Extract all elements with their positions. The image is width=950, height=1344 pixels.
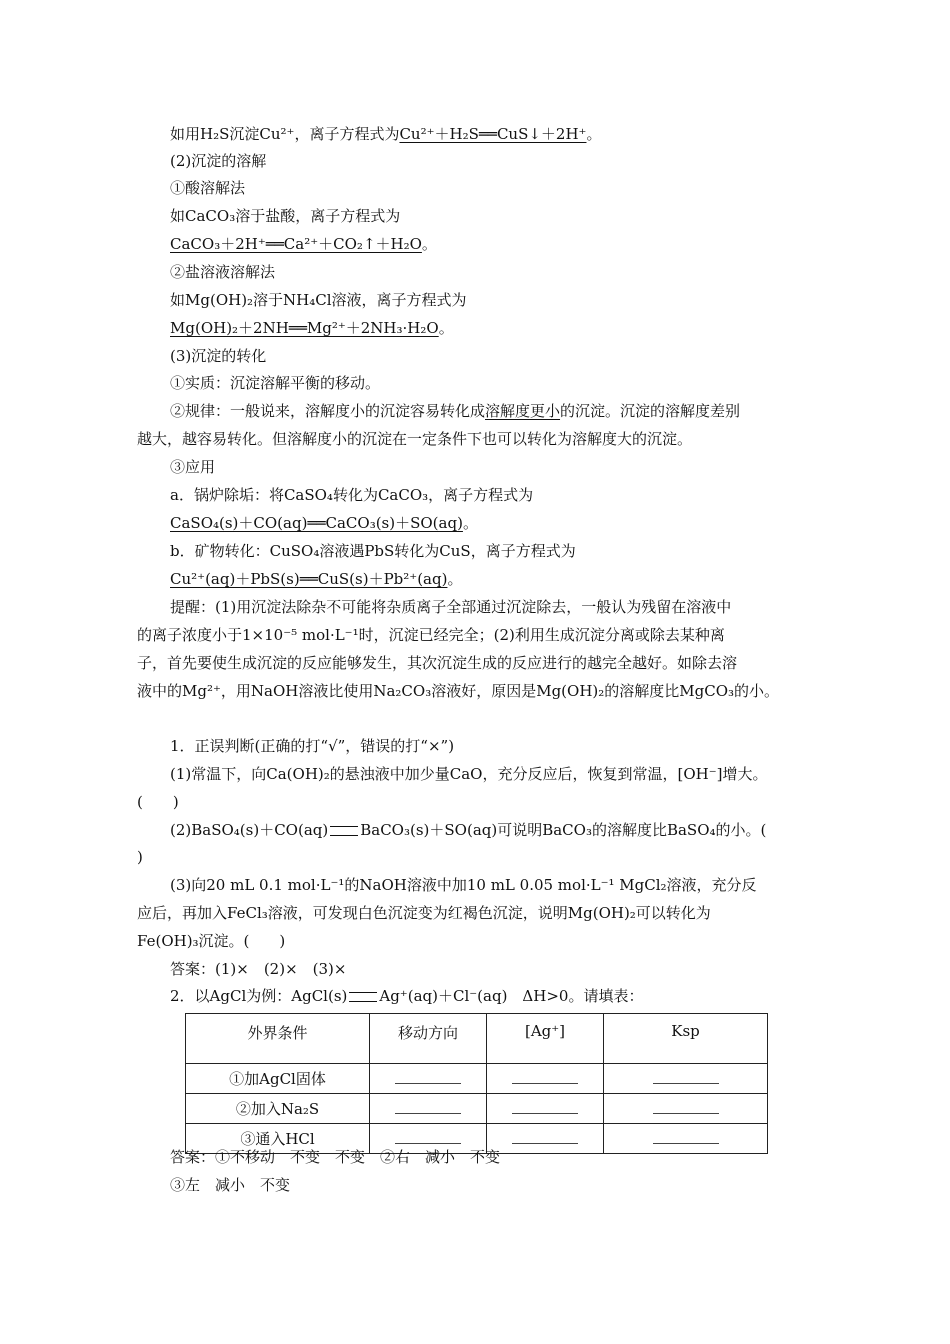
text-line: ①实质：沉淀溶解平衡的移动。 <box>170 374 381 392</box>
text-line <box>170 318 454 338</box>
blank-line <box>512 1071 578 1084</box>
answer-underline: Cu²⁺＋H₂S══CuS↓＋2H⁺ <box>399 125 587 143</box>
table-header: Ksp <box>604 1014 768 1064</box>
text-line <box>170 513 478 533</box>
question-item: Fe(OH)₃沉淀。( ) <box>137 932 286 950</box>
text-line <box>170 569 462 589</box>
note-line: 子，首先要使生成沉淀的反应能够发生，其次沉淀生成的反应进行的越完全越好。如除去溶 <box>137 654 738 672</box>
table-cell-condition: ②加入Na₂S <box>186 1094 370 1124</box>
text: (2)BaSO₄(s)＋CO(aq) <box>170 821 329 839</box>
text: 如用H₂S沉淀Cu²⁺，离子方程式为 <box>170 125 400 143</box>
question-item: (3)向20 mL 0.1 mol·L⁻¹的NaOH溶液中加10 mL 0.05 mol·L⁻¹ MgCl₂溶液，充分反 <box>170 876 757 894</box>
answer-underline: Cu²⁺(aq)＋PbS(s)══CuS(s)＋Pb²⁺(aq) <box>170 570 448 588</box>
section-heading: (3)沉淀的转化 <box>170 347 267 365</box>
text-line <box>170 234 437 254</box>
table-header: 移动方向 <box>370 1014 487 1064</box>
table-cell-blank <box>604 1124 768 1154</box>
table-cell-blank <box>604 1094 768 1124</box>
text: 2．以AgCl为例：AgCl(s) <box>170 987 348 1005</box>
section-heading: (2)沉淀的溶解 <box>170 152 267 170</box>
blank-line <box>653 1071 719 1084</box>
answer-line: 答案：①不移动 不变 不变 ②右 减小 不变 <box>170 1148 501 1166</box>
reversible-arrow-icon <box>330 826 358 836</box>
question-item: 应后，再加入FeCl₃溶液，可发现白色沉淀变为红褐色沉淀，说明Mg(OH)₂可以转化为 <box>137 904 711 922</box>
blank-line <box>395 1101 461 1114</box>
question-title <box>170 986 643 1006</box>
subheading: ①酸溶解法 <box>170 179 246 197</box>
table-cell-blank <box>487 1124 604 1154</box>
question-title: 1．正误判断(正确的打“√”，错误的打“×”) <box>170 737 455 755</box>
answer-underline: 溶解度更小 <box>485 402 561 420</box>
table-cell-blank <box>370 1094 487 1124</box>
table-cell-condition: ①加AgCl固体 <box>186 1064 370 1094</box>
text-line: 如CaCO₃溶于盐酸，离子方程式为 <box>170 207 401 225</box>
blank-line <box>653 1101 719 1114</box>
blank-line <box>653 1131 719 1144</box>
text-line: 如Mg(OH)₂溶于NH₄Cl溶液，离子方程式为 <box>170 291 467 309</box>
question-item: (1)常温下，向Ca(OH)₂的悬浊液中加少量CaO，充分反应后，恢复到常温，[OH⁻]增大。 <box>170 765 768 783</box>
text: 。 <box>462 514 478 532</box>
answer-underline: CaCO₃＋2H⁺══Ca²⁺＋CO₂↑＋H₂O <box>170 235 422 253</box>
text-line <box>170 401 740 421</box>
blank-line <box>512 1101 578 1114</box>
blank-line <box>395 1131 461 1144</box>
text-line <box>170 124 602 144</box>
fill-in-table <box>185 1013 768 1154</box>
answer-underline: CaSO₄(s)＋CO(aq)══CaCO₃(s)＋SO(aq) <box>170 514 463 532</box>
text: ②规律：一般说来，溶解度小的沉淀容易转化成 <box>170 402 486 420</box>
text: 。 <box>586 125 602 143</box>
text: 的沉淀。沉淀的溶解度差别 <box>560 402 741 420</box>
table-header-row <box>186 1014 768 1064</box>
answer-bracket: ) <box>137 848 143 866</box>
text: BaCO₃(s)＋SO(aq)可说明BaCO₃的溶解度比BaSO₄的小。( <box>360 821 767 839</box>
table-row <box>186 1064 768 1094</box>
blank-line <box>512 1131 578 1144</box>
question-item <box>170 820 766 840</box>
text-line: b．矿物转化：CuSO₄溶液遇PbS转化为CuS，离子方程式为 <box>170 542 576 560</box>
text-line: 越大，越容易转化。但溶解度小的沉淀在一定条件下也可以转化为溶解度大的沉淀。 <box>137 430 693 448</box>
text: Ag⁺(aq)＋Cl⁻(aq) ΔH>0。请填表： <box>379 987 644 1005</box>
answer-bracket: ( ) <box>137 793 179 811</box>
table-row <box>186 1094 768 1124</box>
table-cell-blank <box>370 1064 487 1094</box>
note-line: 液中的Mg²⁺，用NaOH溶液比使用Na₂CO₃溶液好，原因是Mg(OH)₂的溶解度比MgCO₃的小。 <box>137 682 780 700</box>
text: 。 <box>421 235 437 253</box>
text: 。 <box>447 570 463 588</box>
table-header: [Ag⁺] <box>487 1014 604 1064</box>
answer-line: 答案：(1)× (2)× (3)× <box>170 960 347 978</box>
subheading: ②盐溶液溶解法 <box>170 263 276 281</box>
answer-underline: Mg(OH)₂＋2NH══Mg²⁺＋2NH₃·H₂O <box>170 319 439 337</box>
reversible-arrow-icon <box>349 992 377 1002</box>
text-line: a．锅炉除垢：将CaSO₄转化为CaCO₃，离子方程式为 <box>170 486 534 504</box>
note-line: 的离子浓度小于1×10⁻⁵ mol·L⁻¹时，沉淀已经完全；(2)利用生成沉淀分离或除去某种离 <box>137 626 725 644</box>
table-cell-blank <box>487 1094 604 1124</box>
subheading: ③应用 <box>170 458 216 476</box>
text: 。 <box>438 319 454 337</box>
blank-line <box>395 1071 461 1084</box>
note-line: 提醒：(1)用沉淀法除杂不可能将杂质离子全部通过沉淀除去，一般认为残留在溶液中 <box>170 598 732 616</box>
table-header: 外界条件 <box>186 1014 370 1064</box>
table-cell-blank <box>604 1064 768 1094</box>
table-cell-condition: ③通入HCl <box>186 1124 370 1154</box>
table-cell-blank <box>487 1064 604 1094</box>
answer-line: ③左 减小 不变 <box>170 1176 291 1194</box>
